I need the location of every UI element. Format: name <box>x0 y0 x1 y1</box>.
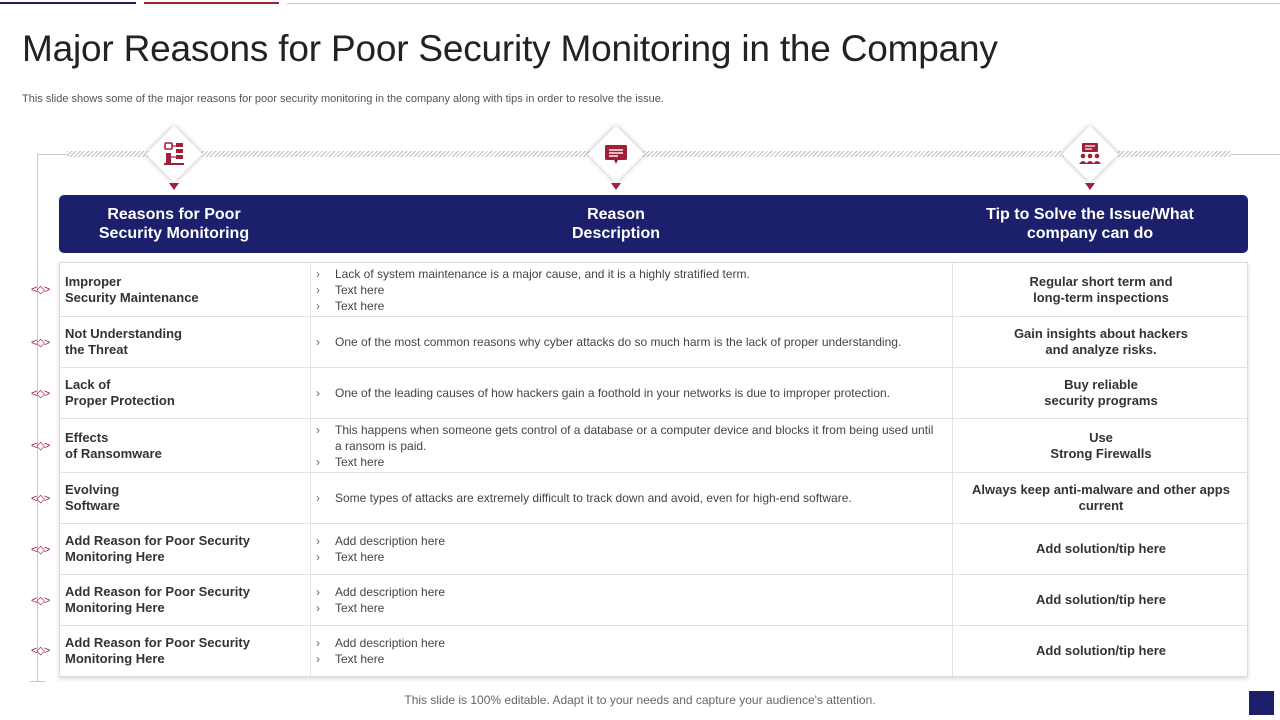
top-accent-bar-red <box>144 2 279 4</box>
chevron-right-icon: › <box>316 266 320 281</box>
description-bullet <box>311 454 952 470</box>
tip-cell: Add solution/tip here <box>1036 541 1166 556</box>
table-row <box>59 524 1248 575</box>
chevron-right-icon: › <box>316 422 320 437</box>
row-marker-icon: <◇> <box>31 594 50 607</box>
description-bullet <box>311 651 952 667</box>
description-bullet <box>311 266 952 282</box>
reason-cell: Add Reason for Poor Security Monitoring Here <box>65 635 250 666</box>
row-marker-icon: <◇> <box>31 387 50 400</box>
description-cell <box>310 575 953 625</box>
presentation-board-icon <box>602 140 630 168</box>
table-row <box>59 575 1248 626</box>
chevron-right-icon: › <box>316 298 320 313</box>
description-text: Some types of attacks are extremely difficult to track down and avoid, even for high-end software. <box>335 491 852 505</box>
tip-cell: Add solution/tip here <box>1036 643 1166 658</box>
reason-cell: Add Reason for Poor Security Monitoring Here <box>65 533 250 564</box>
timeline-end-cap <box>30 681 45 682</box>
page-title: Major Reasons for Poor Security Monitoring in the Company <box>22 28 998 69</box>
description-text: One of the leading causes of how hackers gain a foothold in your networks is due to improper protection. <box>335 386 890 400</box>
chevron-right-icon: › <box>316 550 320 564</box>
security-network-icon <box>160 140 188 168</box>
footer-note: This slide is 100% editable. Adapt it to your needs and capture your audience's attention. <box>404 693 876 707</box>
table-row <box>59 626 1248 676</box>
reason-cell: Lack of Proper Protection <box>65 377 175 408</box>
description-bullet <box>311 298 952 314</box>
pointer-arrow-2 <box>611 183 621 190</box>
description-bullet <box>311 490 952 506</box>
description-text: Add description here <box>335 585 446 599</box>
tip-cell: Buy reliable security programs <box>1044 377 1158 408</box>
timeline-top-connector <box>37 154 67 155</box>
description-cell <box>310 473 953 523</box>
chevron-right-icon: › <box>316 454 320 469</box>
header-reason: Reasons for Poor Security Monitoring <box>98 206 250 242</box>
chevron-right-icon: › <box>316 491 320 505</box>
top-accent-bar-grey <box>287 3 1280 4</box>
row-marker-icon: <◇> <box>31 440 50 452</box>
chevron-right-icon: › <box>316 534 320 548</box>
chevron-right-icon: › <box>316 282 320 297</box>
reason-cell: Not Understanding the Threat <box>65 326 182 357</box>
row-marker-icon: <◇> <box>31 645 50 657</box>
tip-cell: Use Strong Firewalls <box>1050 429 1152 461</box>
description-text: Text here <box>335 550 385 564</box>
description-text: This happens when someone gets control of a database or a computer device and blocks it from being used until a ransom is paid. <box>335 422 934 453</box>
row-marker-icon: <◇> <box>31 492 50 505</box>
description-bullet <box>311 533 952 549</box>
description-bullet <box>311 635 952 651</box>
table-row <box>59 263 1248 317</box>
team-meeting-icon <box>1076 140 1104 168</box>
table-row <box>59 419 1248 473</box>
description-bullet <box>311 600 952 616</box>
reason-cell: Evolving Software <box>65 482 120 513</box>
description-text: Add description here <box>335 636 446 650</box>
row-marker-icon: <◇> <box>31 543 50 556</box>
pointer-arrow-1 <box>169 183 179 190</box>
reason-cell: Improper Security Maintenance <box>65 273 199 305</box>
header-description: Reason Description <box>571 206 660 242</box>
table-row <box>59 368 1248 419</box>
table-row <box>59 473 1248 524</box>
header-tip: Tip to Solve the Issue/What company can do <box>986 206 1194 242</box>
top-accent-bar-navy <box>0 2 136 4</box>
description-bullet <box>311 584 952 600</box>
description-bullet <box>311 385 952 401</box>
hatched-divider <box>67 151 1230 157</box>
description-text: Add description here <box>335 534 446 548</box>
row-marker-icon: <◇> <box>31 336 50 349</box>
description-text: Text here <box>335 454 385 469</box>
description-text: Lack of system maintenance is a major cause, and it is a highly stratified term. <box>335 266 750 281</box>
description-bullet <box>311 422 952 454</box>
corner-accent-square <box>1249 691 1274 715</box>
chevron-right-icon: › <box>316 601 320 615</box>
description-cell <box>310 368 953 418</box>
description-bullet <box>311 549 952 565</box>
description-bullet <box>311 334 952 350</box>
description-bullet <box>311 282 952 298</box>
chevron-right-icon: › <box>316 335 320 349</box>
reason-cell: Effects of Ransomware <box>65 429 162 461</box>
page-subtitle: This slide shows some of the major reasons for poor security monitoring in the company along with tips in order to resolve the issue. <box>22 93 664 105</box>
description-text: Text here <box>335 298 385 313</box>
tip-cell: Add solution/tip here <box>1036 592 1166 607</box>
tip-cell: Regular short term and long-term inspections <box>1029 273 1173 305</box>
chevron-right-icon: › <box>316 585 320 599</box>
row-marker-icon: <◇> <box>31 284 50 296</box>
description-cell <box>310 524 953 574</box>
reason-cell: Add Reason for Poor Security Monitoring Here <box>65 584 250 615</box>
description-cell <box>310 263 953 316</box>
pointer-arrow-3 <box>1085 183 1095 190</box>
chevron-right-icon: › <box>316 636 320 650</box>
description-text: Text here <box>335 601 385 615</box>
chevron-right-icon: › <box>316 386 320 400</box>
tip-cell: Gain insights about hackers and analyze risks. <box>1013 326 1189 357</box>
description-text: Text here <box>335 282 385 297</box>
description-text: One of the most common reasons why cyber attacks do so much harm is the lack of proper understanding. <box>335 335 902 349</box>
timeline-right-connector <box>1230 154 1280 155</box>
description-cell <box>310 317 953 367</box>
chevron-right-icon: › <box>316 652 320 666</box>
description-text: Text here <box>335 652 385 666</box>
table-row <box>59 317 1248 368</box>
tip-cell: Always keep anti-malware and other apps current <box>972 482 1230 513</box>
description-cell <box>310 626 953 676</box>
description-cell <box>310 419 953 472</box>
